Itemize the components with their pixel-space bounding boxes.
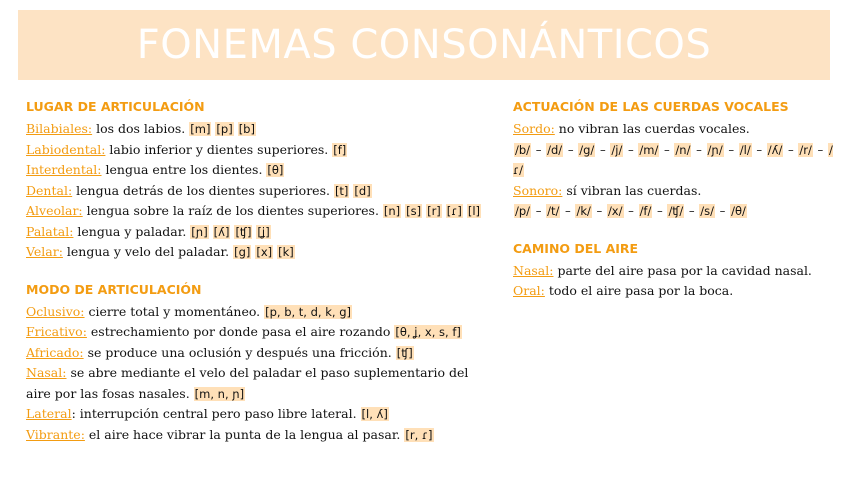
page-title: FONEMAS CONSONÁNTICOS	[136, 22, 712, 68]
item-text: todo el aire pasa por la boca.	[544, 283, 734, 298]
phoneme-badge: /x/	[607, 204, 623, 218]
sonoro-text: sí vibran las cuerdas.	[562, 182, 702, 198]
item-term: Bilabiales:	[26, 121, 93, 136]
item-term: Interdental:	[26, 162, 102, 177]
phoneme-badge: /ɾ/	[513, 142, 833, 177]
phoneme-badge: [r]	[427, 204, 441, 218]
sonoro-phoneme-list: /p/ – /t/ – /k/ – /x/ – /f/ – /ʧ/ – /s/ – /θ/	[515, 204, 746, 218]
aire-list	[513, 261, 833, 302]
modo-heading: MODO DE ARTICULACIÓN	[26, 281, 202, 297]
phoneme-badge: [m]	[190, 122, 211, 136]
phoneme-badge: [ʝ]	[257, 224, 270, 239]
item-term: Lateral	[26, 406, 72, 421]
phoneme-badge: /r/	[799, 142, 812, 157]
lugar-list	[26, 119, 496, 263]
list-item	[26, 363, 496, 404]
right-column	[513, 98, 833, 320]
phoneme-badge: [b]	[238, 122, 255, 136]
lugar-section	[26, 98, 496, 263]
phoneme-badge: [l, ʎ]	[361, 407, 388, 421]
list-item	[26, 302, 496, 323]
sordo-line	[513, 119, 833, 140]
phoneme-badge: /g/	[579, 142, 595, 157]
item-text: se produce una oclusión y después una fricción.	[83, 344, 396, 360]
phoneme-badge: [ɾ]	[446, 204, 462, 218]
item-term: Alveolar:	[26, 203, 83, 218]
phoneme-badge: [d]	[354, 183, 371, 198]
phoneme-badge: /m/	[639, 142, 659, 157]
phoneme-badge: /n/	[675, 142, 691, 157]
phoneme-badge: [n]	[383, 204, 401, 218]
item-term: Dental:	[26, 182, 73, 198]
phoneme-badge: /θ/	[731, 204, 746, 218]
list-item	[513, 281, 833, 302]
list-item	[26, 160, 496, 181]
sordo-phoneme-list: /b/ – /d/ – /g/ – /j/ – /m/ – /n/ – /ɲ/ – /l/ – /ʎ/ – /r/ – /ɾ/	[513, 142, 833, 177]
item-text: parte del aire pasa por la cavidad nasal.	[553, 262, 812, 278]
left-column	[26, 98, 496, 463]
modo-section	[26, 281, 496, 446]
modo-list	[26, 302, 496, 446]
item-term: Velar:	[26, 244, 63, 259]
phoneme-badge: /j/	[611, 142, 623, 157]
phoneme-badge: [g]	[234, 245, 251, 259]
list-item	[26, 242, 496, 263]
phoneme-badge: [ɲ]	[191, 224, 208, 239]
item-text: estrechamiento por donde pasa el aire rozando	[86, 324, 395, 339]
phoneme-badge: [k]	[278, 245, 294, 259]
phoneme-badge: /ʎ/	[767, 142, 783, 157]
aire-heading: CAMINO DEL AIRE	[513, 240, 639, 256]
phoneme-badge: [x]	[256, 245, 273, 259]
phoneme-badge: [θ]	[267, 163, 284, 177]
list-item	[26, 425, 496, 446]
phoneme-badge: /t/	[547, 204, 560, 218]
phoneme-badge: /k/	[576, 204, 591, 218]
phoneme-badge: /s/	[700, 204, 715, 218]
item-text: los dos labios.	[92, 121, 190, 136]
list-item	[26, 322, 496, 343]
sordo-text: no vibran las cuerdas vocales.	[554, 121, 750, 136]
item-text: lengua y velo del paladar.	[62, 244, 234, 259]
item-term: Oral:	[513, 283, 545, 298]
item-term: Nasal:	[513, 262, 554, 278]
phoneme-badge: [ʧ]	[235, 224, 252, 239]
cuerdas-section	[513, 98, 833, 222]
item-text: se abre mediante el velo del paladar el paso suplementario del aire por las fosas nasales.	[26, 365, 469, 401]
list-item	[26, 140, 496, 161]
phoneme-badge: [ʎ]	[213, 224, 230, 239]
phoneme-badge: /ʧ/	[668, 204, 684, 218]
sordo-term: Sordo:	[513, 121, 555, 136]
lugar-heading: LUGAR DE ARTICULACIÓN	[26, 99, 205, 114]
phoneme-badge: [ʧ]	[396, 345, 413, 360]
item-term: Labiodental:	[26, 141, 106, 157]
aire-section	[513, 240, 833, 302]
phoneme-badge: [θ, ʝ, x, s, f]	[395, 325, 461, 339]
item-term: Nasal:	[26, 365, 67, 380]
item-text: cierre total y momentáneo.	[84, 303, 265, 319]
cuerdas-heading: ACTUACIÓN DE LAS CUERDAS VOCALES	[513, 99, 789, 114]
item-text: lengua y paladar.	[73, 223, 191, 239]
list-item	[26, 119, 496, 140]
sonoro-line	[513, 181, 833, 202]
sonoro-term: Sonoro:	[513, 182, 563, 198]
item-term: Fricativo:	[26, 324, 87, 339]
list-item	[26, 404, 496, 425]
list-item	[26, 201, 496, 222]
item-text: : interrupción central pero paso libre lateral.	[71, 406, 361, 421]
phoneme-badge: [m, n, ɲ]	[194, 386, 245, 401]
phoneme-badge: /p/	[515, 204, 531, 218]
item-text: lengua entre los dientes.	[101, 162, 267, 177]
phoneme-badge: [l]	[467, 204, 481, 218]
phoneme-badge: /f/	[639, 204, 652, 218]
phoneme-badge: [s]	[406, 204, 422, 218]
list-item	[26, 181, 496, 202]
item-text: el aire hace vibrar la punta de la lengua al pasar.	[84, 426, 405, 442]
item-term: Palatal:	[26, 223, 74, 239]
phoneme-badge: [t]	[334, 183, 349, 198]
item-term: Oclusivo:	[26, 303, 85, 319]
phoneme-badge: [r, ɾ]	[405, 427, 433, 442]
list-item	[513, 261, 833, 282]
phoneme-badge: [p]	[216, 122, 233, 136]
item-term: Vibrante:	[26, 426, 85, 442]
phoneme-badge: /ɲ/	[707, 142, 723, 157]
phoneme-badge: /l/	[739, 142, 751, 157]
item-term: Africado:	[26, 344, 84, 360]
list-item	[26, 222, 496, 243]
phoneme-badge: /d/	[547, 142, 563, 157]
item-text: lengua detrás de los dientes superiores.	[72, 182, 334, 198]
phoneme-badge: /b/	[515, 142, 531, 157]
item-text: lengua sobre la raíz de los dientes superiores.	[82, 203, 383, 218]
phoneme-badge: [f]	[333, 142, 347, 157]
item-text: labio inferior y dientes superiores.	[105, 141, 333, 157]
phoneme-badge: [p, b, t, d, k, g]	[265, 304, 351, 319]
title-banner	[18, 10, 830, 80]
list-item	[26, 343, 496, 364]
